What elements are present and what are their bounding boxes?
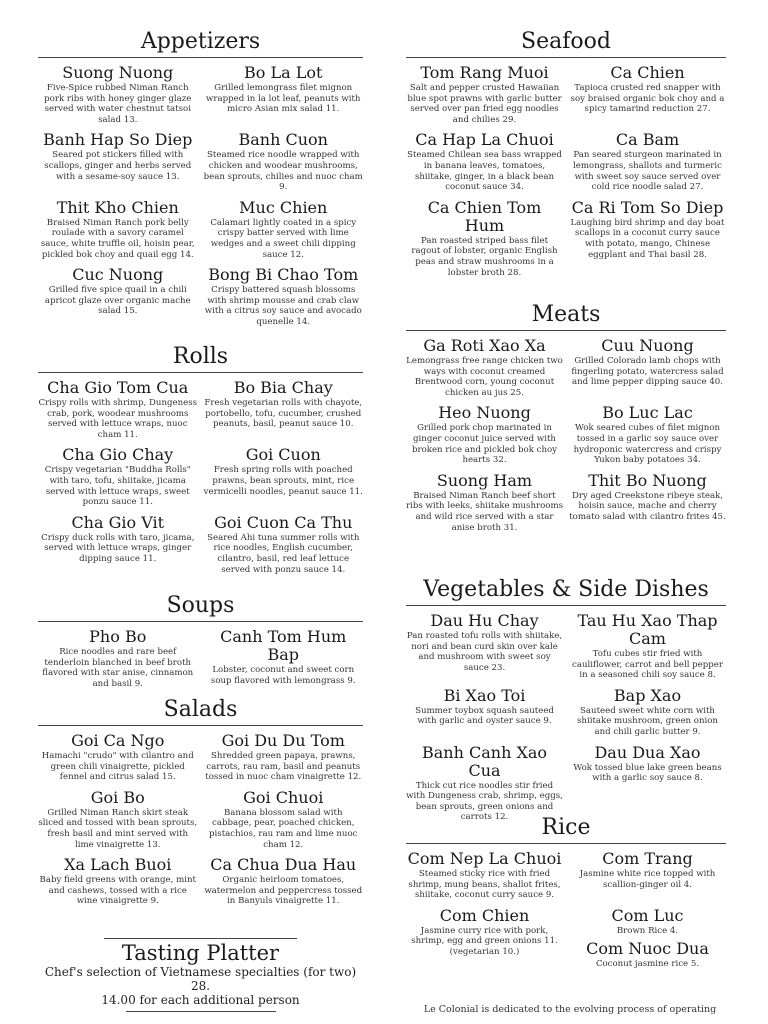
item-description: Steamed rice noodle wrapped with chicken and woodear mushrooms, bean sprouts, chilies and nuoc cham 9. xyxy=(203,150,363,193)
section-seafood xyxy=(406,30,726,284)
item-name: Tom Rang Muoi xyxy=(420,63,549,82)
menu-item xyxy=(569,337,726,398)
item-name: Ca Chien Tom Hum xyxy=(427,197,542,235)
menu-item xyxy=(406,472,563,533)
items-grid xyxy=(38,64,363,334)
section-title: Salads xyxy=(38,698,363,726)
item-name: Bi Xao Toi xyxy=(443,685,526,705)
menu-item xyxy=(38,266,198,327)
menu-item xyxy=(569,404,726,465)
item-description: Pan roasted striped bass filet ragout of lobster, organic English peas and straw mushrooms in a lobster broth 28. xyxy=(411,235,558,278)
menu-item xyxy=(204,131,364,192)
menu-item xyxy=(406,404,563,465)
section-title: Rolls xyxy=(38,345,363,373)
item-name: Suong Nuong xyxy=(62,63,174,82)
menu-item xyxy=(38,856,198,907)
item-name: Cha Gio Tom Cua xyxy=(47,378,189,397)
menu-item xyxy=(406,850,563,901)
item-name: Bong Bi Chao Tom xyxy=(208,265,359,285)
section-title: Seafood xyxy=(406,30,726,58)
section-title: Tasting Platter xyxy=(104,938,297,965)
item-description: Braised Niman Ranch pork belly roulade with a savory caramel sauce, white truffle oil, hoisin pear, pickled bok choy and quail egg 14. xyxy=(40,217,195,260)
menu-item xyxy=(204,266,364,327)
item-name: Muc Chien xyxy=(239,197,328,217)
item-name: Com Nep La Chuoi xyxy=(407,849,562,868)
item-description: Sauteed sweet white corn with shiitake mushroom, green onion and chili garlic butter 9. xyxy=(577,705,718,737)
item-name: Heo Nuong xyxy=(438,403,531,423)
menu-item xyxy=(38,446,198,507)
item-name: Goi Chuoi xyxy=(243,787,324,807)
item-description: Fresh spring rolls with poached prawns, bean sprouts, mint, rice vermicelli noodles, peanut sauce 11. xyxy=(203,465,363,497)
menu-item xyxy=(38,732,198,783)
item-description: Wok tossed blue lake green beans with a garlic soy sauce 8. xyxy=(573,762,722,784)
tasting-description: Chef's selection of Vietnamese specialties (for two) 28. xyxy=(44,965,357,993)
item-description: Baby field greens with orange, mint and cashews, tossed with a rice wine vinaigrette 9. xyxy=(39,875,196,907)
item-name: Ca Hap La Chuoi xyxy=(415,130,554,150)
item-description: Crispy duck rolls with taro, jicama, served with lettuce wraps, ginger dipping sauce 11. xyxy=(41,532,195,564)
section-rolls xyxy=(38,345,363,581)
item-description: Jasmine white rice topped with scallion-ginger oil 4. xyxy=(579,869,716,890)
section-soups xyxy=(38,594,363,695)
item-name: Com Chien xyxy=(439,905,530,925)
menu-item xyxy=(406,64,563,125)
item-description: Pan seared sturgeon marinated in lemongrass, shallots and turmeric with sweet soy sauce served over cold rice noodle salad 27. xyxy=(573,150,722,193)
item-description: Tofu cubes stir fried with cauliflower, carrot and bell pepper in a seasoned chili soy sauce 8. xyxy=(572,649,723,681)
menu-item xyxy=(569,199,726,278)
item-description: Steamed Chilean sea bass wrapped in banana leaves, tomatoes, shiitake, ginger, in a black bean coconut sauce 34. xyxy=(407,150,562,193)
item-name: Ca Chien xyxy=(610,63,685,82)
menu-item xyxy=(569,850,726,901)
item-description: Crispy vegetarian "Buddha Rolls" with taro, tofu, shiitake, jicama served with lettuce wraps, sweet ponzu sauce 11. xyxy=(44,465,191,508)
menu-item xyxy=(406,687,563,738)
item-description: Lobster, coconut and sweet corn soup flavored with lemongrass 9. xyxy=(210,665,356,686)
item-name: Cha Gio Chay xyxy=(62,445,174,465)
menu-item xyxy=(569,687,726,738)
item-description: Laughing bird shrimp and day boat scallops in a coconut curry sauce with potato, mango, Chinese eggplant and Thai basil 28. xyxy=(570,217,725,260)
item-name: Goi Cuon Ca Thu xyxy=(214,512,353,532)
section-appetizers xyxy=(38,30,363,334)
item-description: Lemongrass free range chicken two ways with coconut creamed Brentwood corn, young coconut chicken au jus 25. xyxy=(406,356,563,398)
item-description: Five-Spice rubbed Niman Ranch pork ribs with honey ginger glaze served with water chestnut tatsoi salad 13. xyxy=(44,83,192,125)
item-description: Coconut jasmine rice 5. xyxy=(595,959,700,970)
menu-item xyxy=(406,337,563,398)
menu-item xyxy=(406,199,563,278)
item-name: Cha Gio Vit xyxy=(71,512,165,532)
item-description: Braised Niman Ranch beef short ribs with leeks, shiitake mushrooms and wild rice served with a star anise broth 31. xyxy=(406,490,564,533)
menu-item xyxy=(569,131,726,192)
menu-item xyxy=(406,612,563,681)
menu-item xyxy=(38,199,198,260)
item-description: Grilled pork chop marinated in ginger coconut juice served with broken rice and pickled bok choy hearts 32. xyxy=(411,423,558,466)
item-name: Goi Du Du Tom xyxy=(221,731,345,750)
section-salads xyxy=(38,698,363,913)
item-description: Summer toybox squash sauteed with garlic and oyster sauce 9. xyxy=(415,705,554,727)
section-title: Rice xyxy=(406,816,726,844)
menu-item xyxy=(569,744,726,823)
item-description: Salt and pepper crusted Hawaiian blue spot prawns with garlic butter served over pan fried egg noodles and chilies 29. xyxy=(407,83,562,125)
menu-item xyxy=(204,199,364,260)
item-name: Pho Bo xyxy=(89,627,147,646)
items-grid xyxy=(406,850,726,976)
item-description: Tapioca crusted red snapper with soy braised organic bok choy and a spicy tamarind reduction 27. xyxy=(570,83,725,115)
section-title: Vegetables & Side Dishes xyxy=(406,578,726,606)
item-description: Grilled lemongrass filet mignon wrapped in la lot leaf, peanuts with micro Asian mix salad 11. xyxy=(206,83,361,115)
menu-item xyxy=(406,907,563,970)
item-description: Fresh vegetarian rolls with chayote, portobello, tofu, cucumber, crushed peanuts, basil, peanut sauce 10. xyxy=(204,398,363,430)
menu-item xyxy=(38,379,198,440)
item-name: Xa Lach Buoi xyxy=(64,855,172,875)
item-description: Rice noodles and rare beef tenderloin blanched in beef broth flavored with star anise, cinnamon and basil 9. xyxy=(42,647,194,689)
item-description: Dry aged Creekstone ribeye steak, hoisin sauce, mache and cherry tomato salad with cilantro frites 45. xyxy=(569,490,726,522)
item-name: Ca Chua Dua Hau xyxy=(210,855,357,875)
item-name: Ca Ri Tom So Diep xyxy=(571,197,724,217)
item-name: Banh Cuon xyxy=(238,130,328,150)
section-rice xyxy=(406,816,726,976)
section-vegetables-side-dishes xyxy=(406,578,726,829)
item-description: Grilled Colorado lamb chops with fingerling potato, watercress salad and lime pepper dipping sauce 40. xyxy=(571,356,724,388)
menu-item xyxy=(204,732,364,783)
item-description: Steamed sticky rice with fried shrimp, mung beans, shallot frites, shiitake, coconut curry sauce 9. xyxy=(408,869,561,901)
item-description: Wok seared cubes of filet mignon tossed in a garlic soy sauce over hydroponic watercress and crispy Yukon baby potatoes 34. xyxy=(573,423,722,466)
items-grid xyxy=(406,612,726,829)
item-name: Com Trang xyxy=(602,849,693,868)
item-name: Cuu Nuong xyxy=(601,336,694,355)
menu-item xyxy=(204,856,364,907)
item-name: Suong Ham xyxy=(436,470,533,490)
menu-item xyxy=(569,64,726,125)
section-meats xyxy=(406,303,726,539)
section-title: Soups xyxy=(38,594,363,622)
items-grid xyxy=(38,628,363,695)
item-name: Goi Bo xyxy=(90,787,145,807)
item-name: Thit Bo Nuong xyxy=(588,470,707,490)
items-grid xyxy=(406,64,726,284)
item-name: Bo La Lot xyxy=(244,63,323,82)
section-title: Meats xyxy=(406,303,726,331)
menu-item xyxy=(204,64,364,125)
item-name: Canh Tom Hum Bap xyxy=(220,627,347,664)
item-name: Banh Hap So Diep xyxy=(43,130,193,150)
item-name: Dau Hu Chay xyxy=(430,611,539,630)
item-description: Shredded green papaya, prawns, carrots, rau ram, basil and peanuts tossed in nuoc cham vinaigrette 12. xyxy=(205,751,362,783)
menu-item xyxy=(38,514,198,575)
item-description: Crispy battered squash blossoms with shrimp mousse and crab claw with a citrus soy sauce and avocado quenelle 14. xyxy=(204,285,362,327)
item-description: Jasmine curry rice with pork, shrimp, egg and green onions 11. (vegetarian 10.) xyxy=(411,925,558,957)
item-name: Bap Xao xyxy=(613,685,682,705)
section-title: Appetizers xyxy=(38,30,363,58)
divider xyxy=(126,1011,276,1012)
menu-item xyxy=(204,789,364,850)
item-name: Com Nuoc Dua xyxy=(586,939,709,959)
menu-item xyxy=(204,379,364,440)
footer-note: Le Colonial is dedicated to the evolving process of operating xyxy=(423,1004,717,1015)
item-name: Goi Ca Ngo xyxy=(71,731,165,750)
menu-item xyxy=(569,907,726,970)
item-description: Brown Rice 4. xyxy=(616,925,679,936)
items-grid xyxy=(38,379,363,581)
item-description: Seared Ahi tuna summer rolls with rice noodles, English cucumber, cilantro, basil, red leaf lettuce served with ponzu sauce 14. xyxy=(207,532,360,575)
item-name: Cuc Nuong xyxy=(72,265,164,285)
item-description: Organic heirloom tomatoes, watermelon and peppercress tossed in Banyuls vinaigrette 11. xyxy=(204,875,363,907)
item-description: Grilled five spice quail in a chili apricot glaze over organic mache salad 15. xyxy=(44,285,191,317)
tasting-additional-price: 14.00 for each additional person xyxy=(101,993,300,1007)
item-name: Tau Hu Xao Thap Cam xyxy=(577,611,718,648)
item-description: Thick cut rice noodles stir fried with Dungeness crab, shrimp, eggs, bean sprouts, green onions and carrots 12. xyxy=(406,780,563,823)
item-description: Hamachi "crudo" with cilantro and green chili vinaigrette, pickled fennel and citrus salad 15. xyxy=(41,751,194,783)
menu-item xyxy=(38,789,198,850)
menu-item xyxy=(204,514,364,575)
item-name: Bo Bia Chay xyxy=(233,378,333,397)
item-description: Crispy rolls with shrimp, Dungeness crab, pork, woodear mushrooms served with lettuce wraps, nuoc cham 11. xyxy=(38,398,198,440)
menu-item xyxy=(204,628,364,689)
item-name: Goi Cuon xyxy=(245,445,321,465)
menu-item xyxy=(569,472,726,533)
menu-item xyxy=(569,612,726,681)
item-description: Seared pot stickers filled with scallops, ginger and herbs served with a sesame-soy sauce 13. xyxy=(44,150,192,182)
item-name: Com Luc xyxy=(611,905,684,925)
menu-item xyxy=(204,446,364,507)
menu-item xyxy=(38,64,198,125)
item-description: Calamari lightly coated in a spicy crispy batter served with lime wedges and a sweet chili dipping sauce 12. xyxy=(210,217,357,260)
item-description: Grilled Niman Ranch skirt steak sliced and tossed with bean sprouts, fresh basil and mint served with lime vinaigrette 13. xyxy=(38,807,198,850)
menu-item xyxy=(406,744,563,823)
items-grid xyxy=(406,337,726,539)
section-tasting-platter xyxy=(38,938,363,1012)
item-name: Banh Canh Xao Cua xyxy=(421,742,548,780)
item-description: Banana blossom salad with cabbage, pear, poached chicken, pistachios, rau ram and lime nuoc cham 12. xyxy=(209,807,358,850)
item-name: Dau Dua Xao xyxy=(594,742,701,762)
items-grid xyxy=(38,732,363,913)
menu-item xyxy=(406,131,563,192)
item-name: Bo Luc Lac xyxy=(602,403,693,423)
item-name: Ga Roti Xao Xa xyxy=(423,336,546,355)
item-description: Pan roasted tofu rolls with shiitake, nori and bean curd skin over kale and mushroom with sweet soy sauce 23. xyxy=(406,631,563,673)
item-name: Thit Kho Chien xyxy=(56,197,179,217)
menu-item xyxy=(38,131,198,192)
item-name: Ca Bam xyxy=(615,130,680,150)
menu-item xyxy=(38,628,198,689)
